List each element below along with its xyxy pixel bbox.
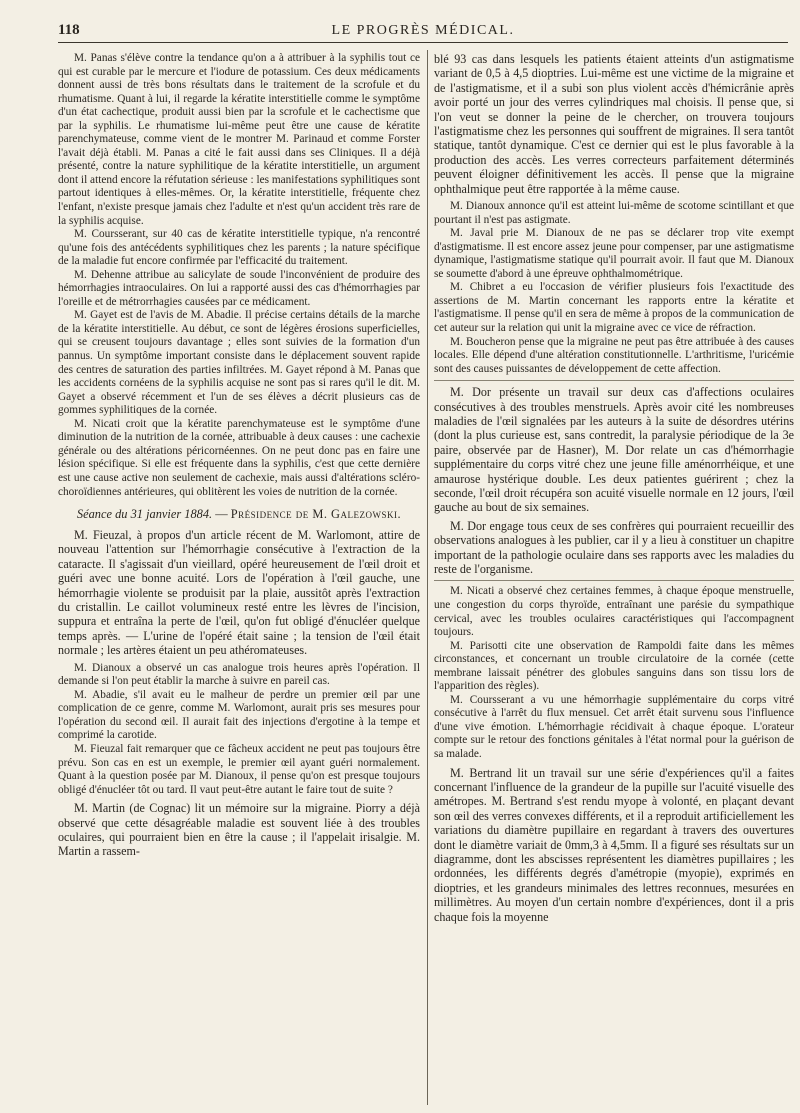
session-presidency: Présidence de M. Galezowski. xyxy=(230,507,402,522)
section-rule xyxy=(434,580,794,581)
paragraph: M. Martin (de Cognac) lit un mémoire sur la migraine. Piorry a déjà observé que cette désagréable maladie est souvent liée à des troubles oculaires, qui pourraient bien en être la cause ; il l'appelait irisalgie. M. Martin a rassem- xyxy=(58,801,420,859)
page-number: 118 xyxy=(58,22,80,38)
paragraph: M. Nicati croit que la kératite parenchymateuse est le symptôme d'une diminution de la nutrition de la cornée, attribuable à deux causes : une cachexie générale ou des altérations péricornéennes. On ne peut donc pas en faire une lésion spécifique. Si elle est fréquente dans la syphilis, c'est que cette dernière est une cause active non seulement de cachexie, mais aussi d'altérations scléro-choroïdiennes antérieures, qui oblitèrent les voies de nutrition de la cornée. xyxy=(58,417,420,498)
paragraph: M. Coursserant, sur 40 cas de kératite interstitielle typique, n'a rencontré qu'une fois des antécédents syphilitiques chez les parents ; la nature spécifique de la maladie fut encore confirmée par l'efficacité du traitement. xyxy=(58,228,420,268)
paragraph: M. Boucheron pense que la migraine ne peut pas être attribuée à des causes locales. Elle dépend d'une altération constitutionnelle. L'arthritisme, l'uricémie sont des causes puissantes de développement de cette affection. xyxy=(434,335,794,375)
session-heading xyxy=(58,507,420,522)
paragraph: M. Dor engage tous ceux de ses confrères qui pourraient recueillir des observations analogues à les publier, car il y a lieu à constituer un chapitre important de la pathologie oculaire dans ses rapports avec les maladies du reste de l'organisme. xyxy=(434,518,794,577)
session-dash: — xyxy=(212,507,231,522)
paragraph: M. Bertrand lit un travail sur une série d'expériences qu'il a faites concernant l'influence de la grandeur de la pupille sur l'acuité visuelle des amétropes. M. Bertrand s'est rendu myope à volonté, en plaçant devant son œil des verres convexes différents, et il a reproduit artificiellement les variations du diamètre pupillaire en regardant à travers des ouvertures dont le diamètre variait de 0mm,3 à 4,5mm. Il a figuré ses résultats sur un diagramme, dont les abscisses représentent les diamètres pupillaires ; les ordonnées, les différents degrés d'amétropie (myopie), exprimés en dioptries, et les grandeurs minimales des lettres reconnues, mesurées en millimètres. Au moyen d'un certain nombre d'expériences, dont il a pris chaque fois la moyenne xyxy=(434,765,794,924)
column-divider xyxy=(427,50,428,1105)
paragraph: M. Parisotti cite une observation de Rampoldi faite dans les mêmes circonstances, et concernant un trouble circulatoire de la cornée (cette membrane laissait pénétrer des globules sanguins dans son tissu lors de l'apparition des règles). xyxy=(434,639,794,693)
paragraph: M. Coursserant a vu une hémorrhagie supplémentaire du corps vitré consécutive à l'arrêt du flux mensuel. Cet arrêt était survenu sous l'influence d'une vive émotion. L'hémorrhagie récidivait à chaque époque. L'orateur compte sur le retour des fonctions génitales à l'état normal pour la guérison de sa malade. xyxy=(434,693,794,761)
left-column xyxy=(58,52,420,1107)
paragraph: M. Dianoux a observé un cas analogue trois heures après l'opération. Il demande si l'on peut établir la marche à suivre en pareil cas. xyxy=(58,661,420,688)
paragraph: M. Dianoux annonce qu'il est atteint lui-même de scotome scintillant et que pourtant il n'est pas astigmate. xyxy=(434,200,794,226)
section-rule xyxy=(434,380,794,381)
running-title: LE PROGRÈS MÉDICAL. xyxy=(331,23,515,38)
paragraph: M. Chibret a eu l'occasion de vérifier plusieurs fois l'exactitude des assertions de M. Martin concernant les rapports entre la kératite et l'astigmatisme. Il pense qu'il en sera de même à propos de la communication de cet auteur sur la relation qui unit la migraine avec ce vice de réfraction. xyxy=(434,281,794,334)
paragraph: M. Dor présente un travail sur deux cas d'affections oculaires consécutives à des troubles menstruels. Après avoir cité les nombreuses maladies de l'œil signalées par les auteurs à la suite de désordres utérins (dont la plus curieuse est, sans contredit, la paralysie périodique de la 3e paire, observée par de Hasner), M. Dor relate un cas d'hémorrhagie supplémentaire du corps vitré chez une jeune fille aménorrhéique, et une amaurose hystérique double. Les deux patientes guérirent ; chez la seconde, l'œil droit récupéra son acuité visuelle normale en 12 jours, l'œil gauche au bout de six semaines. xyxy=(434,385,794,515)
running-header xyxy=(58,22,788,43)
paragraph: M. Gayet est de l'avis de M. Abadie. Il précise certains détails de la marche de la kératite interstitielle. Au début, ce sont de légères érosions superficielles, qui se creusent toujours davantage ; elles sont suivies de la formation d'un pannus. Un symptôme important consiste dans le déplacement souvent rapide des centres de saturation des parties infiltrées. M. Gayet répond à M. Panas que les accidents cornéens de la syphilis acquise ne sont pas si rares qu'il le dit. M. Gayet a observé récemment et l'un de ses élèves a décrit plusieurs cas de gommes syphilitiques de la cornée. xyxy=(58,309,420,417)
paragraph: M. Dehenne attribue au salicylate de soude l'inconvénient de produire des hémorrhagies intraoculaires. On lui a rapporté aussi des cas d'hémorrhagies par l'oreille et de métrorrhagies causées par ce médicament. xyxy=(58,268,420,308)
paragraph: blé 93 cas dans lesquels les patients étaient atteints d'un astigmatisme variant de 0,5 à 4,5 dioptries. Lui-même est une victime de la migraine et de l'astigmatisme, et il a subi son plus violent accès d'hémicrânie après avoir porté un jour des verres cylindriques mal choisis. Il pense que, si l'on veut se donner la peine de le chercher, on trouvera toujours l'astigmatisme chez les personnes qui souffrent de migraines. Il sera tantôt statique, tantôt dynamique. C'est ce dernier qui est le plus favorable à la production des accès. Les verres correcteurs parfaitement déterminés peuvent éloigner définitivement les accès. Il pense que la migraine ophthalmique peut être rapportée à la même cause. xyxy=(434,52,794,196)
session-date: Séance du 31 janvier 1884. xyxy=(76,507,213,522)
paragraph: M. Fieuzal, à propos d'un article récent de M. Warlomont, attire de nouveau l'attention sur l'hémorrhagie consécutive à l'extraction de la cataracte. Il s'agissait d'un vieillard, opéré heureusement de l'œil droit et guéri avec une bonne acuité. Lors de l'opération à l'œil gauche, une hémorrhagie violente se produisit par la plaie, aussitôt après l'extraction du cristallin. Le caillot volumineux resté entre les lèvres de l'incision, suppura et entraîna la perte de l'œil, qu'on fut obligé d'énucléer quelque temps après. — L'urine de l'opéré était saine ; la tension de l'œil était normale ; les artères étaient un peu athéromateuses. xyxy=(58,528,420,658)
paragraph: M. Fieuzal fait remarquer que ce fâcheux accident ne peut pas toujours être prévu. Son cas en est un exemple, le premier œil ayant guéri normalement. Quant à la question posée par M. Dianoux, il pense qu'on est presque toujours obligé d'énucléer tôt ou tard. Il vaut peut-être autant le faire tout de suite ? xyxy=(58,742,420,796)
paragraph: M. Panas s'élève contre la tendance qu'on a à attribuer à la syphilis tout ce qui est curable par le mercure et l'iodure de potassium. Ces deux médicaments donnent aussi de très bons résultats dans le traitement de la scrofule et du rhumatisme. Quant à lui, il regarde la kératite interstitielle comme le symptôme d'un état cachectique, produit aussi bien par la scrofule et le cachectisme que par la syphilis. Le rhumatisme lui-même peut être une cause de kératite parenchymateuse, comme vient de le montrer M. Parinaud et comme Forster l'avait déjà établi. M. Panas a cité le fait aussi dans ses Cliniques. Il a déjà présenté, contre la nature syphilitique de la kératite interstitielle, un argument dont il attend encore la réfutation sérieuse : les manifestations syphilitiques sont partout identiques à elles-mêmes. Or, la kératite interstitielle, fréquente chez l'enfant, n'existe presque jamais chez l'adulte et n'est qu'un accident très rare de la syphilis acquise. xyxy=(58,52,420,227)
paragraph: M. Javal prie M. Dianoux de ne pas se déclarer trop vite exempt d'astigmatisme. Il est encore assez jeune pour compenser, par une astigmatisme dynamique, l'astigmatisme statique qu'il pourrait avoir. Il faut que M. Dianoux se soumette d'abord à une épreuve ophthalmométrique. xyxy=(434,227,794,280)
paragraph: M. Nicati a observé chez certaines femmes, à chaque époque menstruelle, une congestion du corps thyroïde, entraînant une parésie du sympathique cervical, avec les troubles oculaires caractéristiques qui l'accompagnent toujours. xyxy=(434,585,794,639)
right-column xyxy=(434,52,794,1107)
paragraph: M. Abadie, s'il avait eu le malheur de perdre un premier œil par une complication de ce genre, comme M. Warlomont, aurait pris ses mesures pour l'opération du second œil. Il aurait fait des injections d'ergotine à la tempe et comprimé la carotide. xyxy=(58,688,420,742)
